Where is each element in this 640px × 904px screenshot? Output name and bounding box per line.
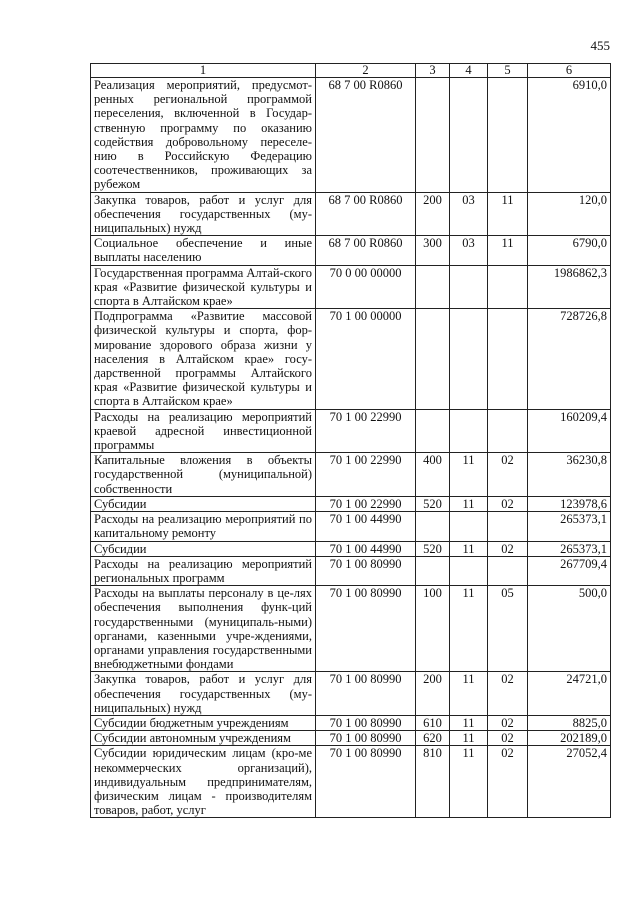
row-name: Субсидии юридическим лицам (кро-ме некоммерческих организаций), индивидуальным предпринимателям, физическим лицам - производителям товаров, работ, услуг: [91, 746, 316, 818]
row-amount: 123978,6: [528, 496, 611, 511]
row-expense-type: 200: [416, 672, 450, 716]
row-expense-type: [416, 78, 450, 193]
table-row: [91, 586, 611, 672]
row-code: 70 1 00 80990: [316, 731, 416, 746]
column-header: 1: [91, 64, 316, 78]
row-expense-type: 610: [416, 715, 450, 730]
row-amount: 728726,8: [528, 309, 611, 409]
row-subsection: 11: [488, 192, 528, 236]
column-header: 4: [450, 64, 488, 78]
row-amount: 8825,0: [528, 715, 611, 730]
table-row: [91, 192, 611, 236]
row-subsection: 02: [488, 453, 528, 497]
row-amount: 6790,0: [528, 236, 611, 265]
row-subsection: 02: [488, 715, 528, 730]
table-row: [91, 672, 611, 716]
table-row: [91, 78, 611, 193]
row-expense-type: 520: [416, 496, 450, 511]
row-subsection: 02: [488, 672, 528, 716]
row-code: 70 1 00 80990: [316, 715, 416, 730]
row-subsection: [488, 78, 528, 193]
row-section: 11: [450, 541, 488, 556]
row-subsection: 02: [488, 746, 528, 818]
budget-table: [90, 63, 611, 818]
row-amount: 36230,8: [528, 453, 611, 497]
row-amount: 24721,0: [528, 672, 611, 716]
column-header: 3: [416, 64, 450, 78]
row-section: 11: [450, 715, 488, 730]
row-expense-type: 520: [416, 541, 450, 556]
row-section: 11: [450, 672, 488, 716]
row-section: 11: [450, 496, 488, 511]
row-name: Реализация мероприятий, предусмот-ренных региональной программой переселения, включенной в Государ-ственную программу по оказанию содействия добровольному переселе-нию в Российскую Федерацию соотечественников, проживающих за рубежом: [91, 78, 316, 193]
table-row: [91, 409, 611, 453]
column-header: 2: [316, 64, 416, 78]
row-expense-type: [416, 309, 450, 409]
table-row: [91, 731, 611, 746]
row-amount: 6910,0: [528, 78, 611, 193]
row-subsection: 11: [488, 236, 528, 265]
row-section: 11: [450, 731, 488, 746]
row-subsection: [488, 265, 528, 309]
row-code: 68 7 00 R0860: [316, 192, 416, 236]
table-row: [91, 556, 611, 585]
row-code: 70 1 00 80990: [316, 586, 416, 672]
row-name: Закупка товаров, работ и услуг для обеспечения государственных (му-ниципальных) нужд: [91, 672, 316, 716]
row-name: Закупка товаров, работ и услуг для обеспечения государственных (му-ниципальных) нужд: [91, 192, 316, 236]
row-expense-type: 100: [416, 586, 450, 672]
row-name: Расходы на реализацию мероприятий краевой адресной инвестиционной программы: [91, 409, 316, 453]
row-name: Социальное обеспечение и иные выплаты населению: [91, 236, 316, 265]
table-row: [91, 265, 611, 309]
row-amount: 267709,4: [528, 556, 611, 585]
row-section: 03: [450, 192, 488, 236]
column-header-row: [91, 64, 611, 78]
row-amount: 120,0: [528, 192, 611, 236]
row-code: 70 1 00 80990: [316, 746, 416, 818]
column-header: 5: [488, 64, 528, 78]
row-name: Расходы на выплаты персоналу в це-лях обеспечения выполнения функ-ций государственными (муниципаль-ными) органами, казенными учре-ждениями, органами управления государственными внебюджетными фондами: [91, 586, 316, 672]
row-code: 68 7 00 R0860: [316, 78, 416, 193]
row-name: Капитальные вложения в объекты государственной (муниципальной) собственности: [91, 453, 316, 497]
row-name: Субсидии автономным учреждениям: [91, 731, 316, 746]
table-row: [91, 496, 611, 511]
row-section: 11: [450, 453, 488, 497]
page-number: 455: [590, 38, 610, 53]
row-subsection: [488, 409, 528, 453]
row-code: 70 1 00 44990: [316, 512, 416, 541]
row-name: Субсидии бюджетным учреждениям: [91, 715, 316, 730]
table-row: [91, 453, 611, 497]
table-row: [91, 541, 611, 556]
row-amount: 265373,1: [528, 541, 611, 556]
row-amount: 1986862,3: [528, 265, 611, 309]
row-amount: 265373,1: [528, 512, 611, 541]
table-row: [91, 236, 611, 265]
row-section: [450, 265, 488, 309]
row-section: [450, 556, 488, 585]
row-code: 70 1 00 44990: [316, 541, 416, 556]
row-section: 11: [450, 746, 488, 818]
row-subsection: 02: [488, 496, 528, 511]
row-name: Подпрограмма «Развитие массовой физической культуры и спорта, фор-мирование здорового образа жизни у населения в Алтайском крае» госу-дарственной программы Алтайского края «Развитие физической культуры и спорта в Алтайском крае»: [91, 309, 316, 409]
row-expense-type: [416, 556, 450, 585]
row-subsection: [488, 512, 528, 541]
column-header: 6: [528, 64, 611, 78]
row-subsection: 02: [488, 731, 528, 746]
row-expense-type: [416, 512, 450, 541]
row-section: [450, 409, 488, 453]
row-expense-type: 200: [416, 192, 450, 236]
row-section: [450, 512, 488, 541]
row-section: 11: [450, 586, 488, 672]
row-name: Субсидии: [91, 496, 316, 511]
row-code: 70 1 00 22990: [316, 496, 416, 511]
row-name: Государственная программа Алтай-ского края «Развитие физической культуры и спорта в Алтайском крае»: [91, 265, 316, 309]
table-row: [91, 309, 611, 409]
row-name: Расходы на реализацию мероприятий региональных программ: [91, 556, 316, 585]
row-code: 70 1 00 00000: [316, 309, 416, 409]
table-row: [91, 746, 611, 818]
row-section: [450, 78, 488, 193]
table-row: [91, 715, 611, 730]
row-expense-type: 300: [416, 236, 450, 265]
row-code: 70 1 00 22990: [316, 409, 416, 453]
row-amount: 27052,4: [528, 746, 611, 818]
row-code: 70 1 00 80990: [316, 672, 416, 716]
row-name: Расходы на реализацию мероприятий по капитальному ремонту: [91, 512, 316, 541]
row-amount: 500,0: [528, 586, 611, 672]
row-section: [450, 309, 488, 409]
row-subsection: [488, 309, 528, 409]
table-row: [91, 512, 611, 541]
row-expense-type: 400: [416, 453, 450, 497]
row-subsection: 05: [488, 586, 528, 672]
row-expense-type: [416, 409, 450, 453]
row-subsection: 02: [488, 541, 528, 556]
row-name: Субсидии: [91, 541, 316, 556]
row-code: 70 0 00 00000: [316, 265, 416, 309]
row-code: 68 7 00 R0860: [316, 236, 416, 265]
row-subsection: [488, 556, 528, 585]
row-section: 03: [450, 236, 488, 265]
row-expense-type: 620: [416, 731, 450, 746]
row-code: 70 1 00 22990: [316, 453, 416, 497]
row-code: 70 1 00 80990: [316, 556, 416, 585]
row-expense-type: 810: [416, 746, 450, 818]
row-expense-type: [416, 265, 450, 309]
row-amount: 160209,4: [528, 409, 611, 453]
row-amount: 202189,0: [528, 731, 611, 746]
